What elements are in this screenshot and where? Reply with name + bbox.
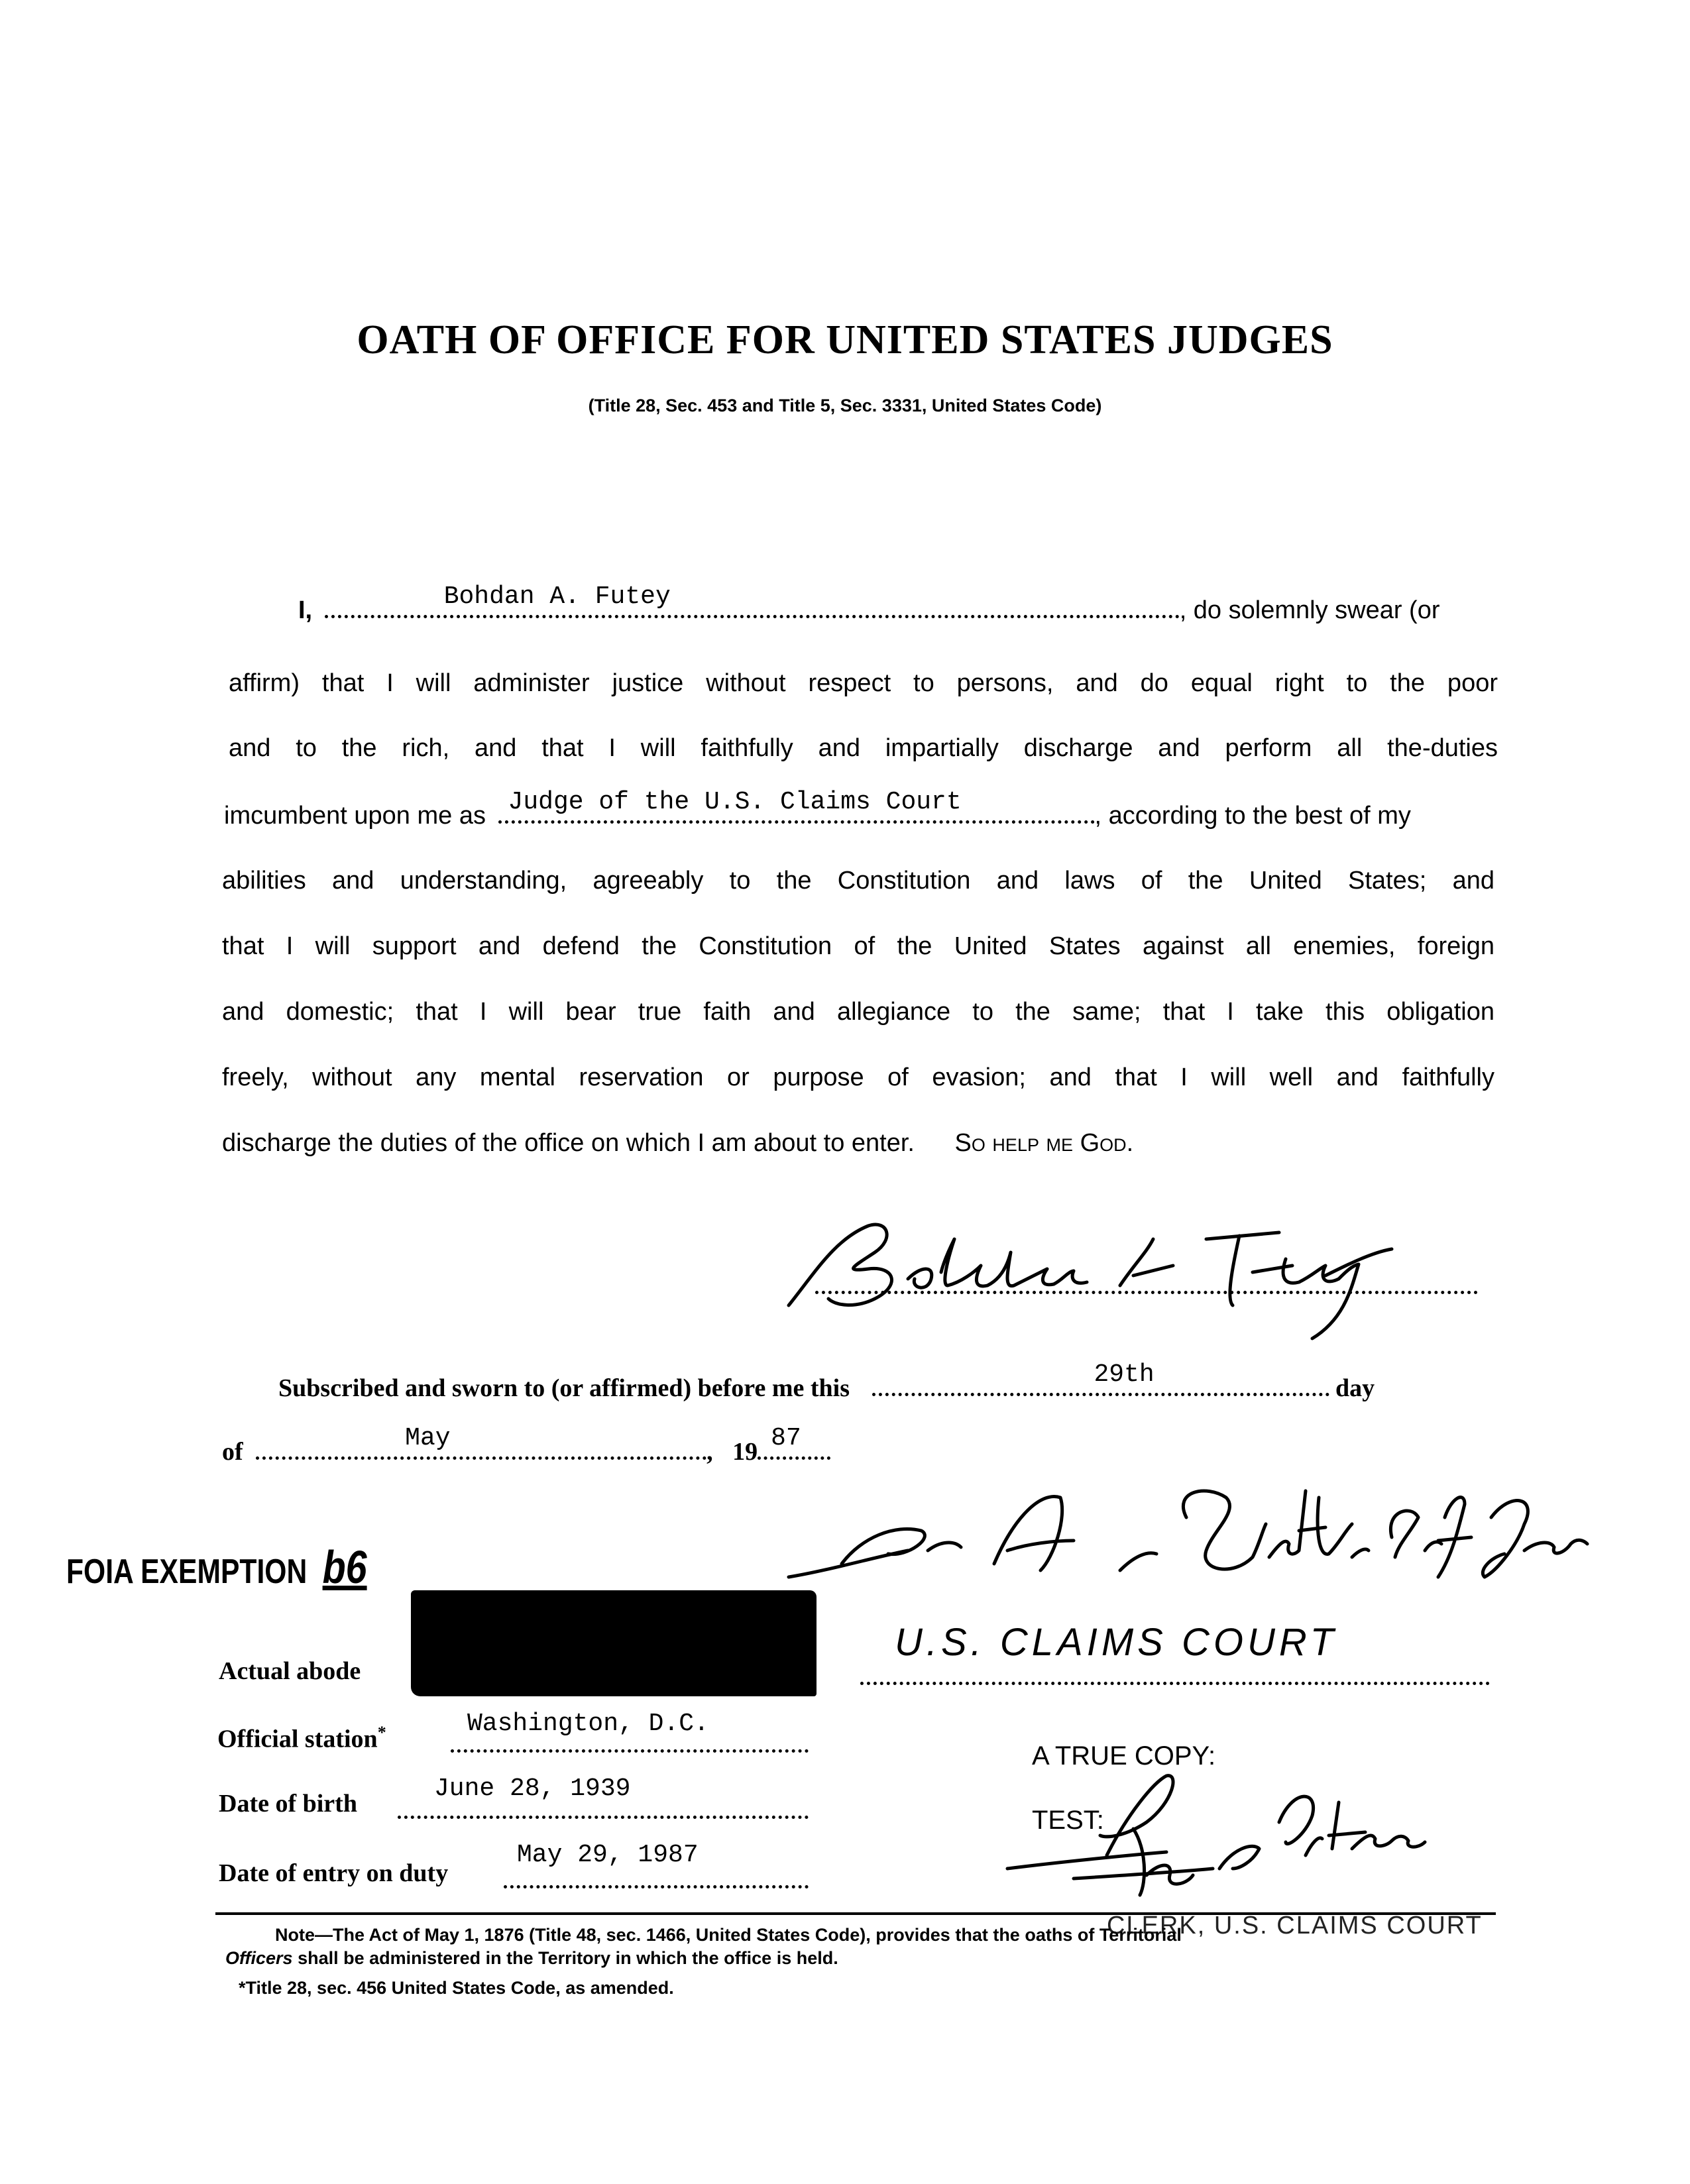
oath-line-5: abilities and understanding, agreeably to the Constitution and laws of the United States; and <box>222 867 1494 895</box>
officer-signature-title <box>1392 1524 1395 1525</box>
year-value: 87 <box>771 1424 801 1452</box>
true-copy-label: A TRUE COPY: <box>1032 1741 1216 1771</box>
footnote-2-text: shall be administered in the Territory in which the office is held. <box>292 1948 838 1968</box>
clerk-stamp: CLERK, U.S. CLAIMS COURT <box>1107 1912 1483 1939</box>
entry-value: May 29, 1987 <box>517 1841 699 1869</box>
entry-label: Date of entry on duty <box>219 1859 449 1887</box>
footnote-3: *Title 28, sec. 456 United States Code, as amended. <box>239 1978 674 1998</box>
name-field[interactable] <box>325 582 1180 618</box>
office-field[interactable] <box>498 788 1095 824</box>
oath-line-7: and domestic; that I will bear true faith and allegiance to the same; that I take this obligation <box>222 998 1494 1026</box>
oath-line-8: freely, without any mental reservation or purpose of evasion; and that I will well and faithfully <box>222 1064 1494 1091</box>
judge-signature-text <box>815 1259 820 1260</box>
officer-signature-text <box>795 1524 799 1525</box>
name-value: Bohdan A. Futey <box>443 582 671 611</box>
oath-line-9 <box>222 1129 1133 1158</box>
oath-closing: So help me God. <box>954 1129 1134 1157</box>
dob-label: Date of birth <box>219 1790 357 1818</box>
entry-field[interactable] <box>504 1885 809 1888</box>
judge-signature <box>775 1213 1405 1345</box>
oath-pre-name: I, <box>298 596 313 624</box>
office-value: Judge of the U.S. Claims Court <box>508 788 962 816</box>
dob-value: June 28, 1939 <box>434 1774 631 1803</box>
oath-line-6: that I will support and defend the Constitution of the United States against all enemies, foreign <box>222 932 1494 960</box>
oath-post-name: , do solemnly swear (or <box>1179 596 1440 624</box>
footnote-1: Note—The Act of May 1, 1876 (Title 48, sec. 1466, United States Code), provides that the oaths of Territorial <box>275 1925 1182 1945</box>
foia-code: b6 <box>322 1541 367 1593</box>
clerk-signature-text <box>1140 1842 1143 1843</box>
oath-post-office: , according to the best of my <box>1094 802 1411 830</box>
sworn-line <box>278 1360 1498 1403</box>
oath-line-3: and to the rich, and that I will faithfully and impartially discharge and perform all the-duties <box>229 734 1498 762</box>
oath-line-1 <box>298 582 1498 625</box>
station-value: Washington, D.C. <box>467 1710 709 1738</box>
station-field[interactable] <box>451 1749 809 1753</box>
station-label: Official station* <box>217 1723 386 1753</box>
court-line <box>860 1682 1490 1685</box>
form-title: OATH OF OFFICE FOR UNITED STATES JUDGES <box>357 317 1333 362</box>
oath-pre-office: imcumbent upon me as <box>224 802 486 830</box>
true-copy-test: TEST: <box>1032 1806 1104 1835</box>
day-value: 29th <box>1094 1360 1155 1389</box>
sworn-month-line: of May , 19 87 <box>222 1437 830 1466</box>
redaction-block <box>411 1590 817 1696</box>
sworn-pre-day: Subscribed and sworn to (or affirmed) before me this <box>278 1374 850 1402</box>
oath-line-4 <box>224 788 1498 830</box>
year-field[interactable] <box>758 1424 830 1460</box>
oath-line-2: affirm) that I will administer justice without respect to persons, and do equal right to the poor <box>229 669 1498 697</box>
officer-signature <box>775 1478 1591 1597</box>
sworn-post-day: day <box>1335 1374 1375 1402</box>
footnote-2 <box>225 1948 838 1969</box>
foia-label: FOIA EXEMPTION <box>66 1553 308 1591</box>
month-value: May <box>405 1424 451 1452</box>
form-subtitle: (Title 28, Sec. 453 and Title 5, Sec. 3331, United States Code) <box>588 396 1102 415</box>
oath-line-9-text: discharge the duties of the office on which I am about to enter. <box>222 1129 915 1157</box>
footnote-2-italic: Officers <box>225 1948 293 1968</box>
of-label: of <box>222 1438 243 1466</box>
abode-label: Actual abode <box>219 1657 361 1685</box>
clerk-signature <box>994 1763 1471 1915</box>
station-asterisk: * <box>377 1723 386 1742</box>
dob-field[interactable] <box>398 1816 809 1819</box>
year-prefix: 19 <box>732 1438 758 1466</box>
day-field[interactable] <box>872 1360 1329 1396</box>
foia-stamp <box>66 1541 367 1594</box>
officer-court: U.S. CLAIMS COURT <box>895 1621 1338 1664</box>
